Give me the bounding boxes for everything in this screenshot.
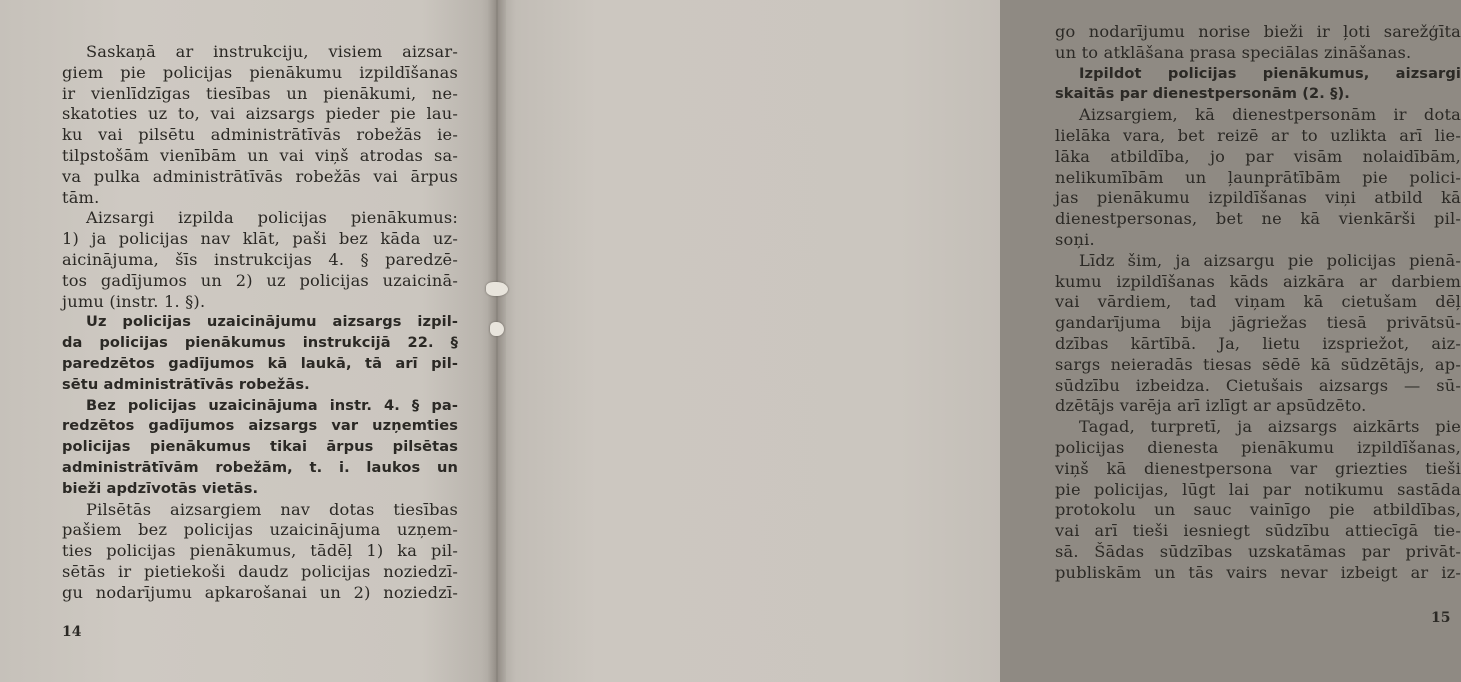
- text-line: bieži apdzīvotās vietās.: [62, 479, 259, 497]
- text-line: un to atklāšana prasa speciālas zināšanas.: [1055, 42, 1412, 62]
- book-gutter: [488, 0, 506, 682]
- left-page-text: [62, 42, 458, 604]
- text-line: dzības kārtībā. Ja, lietu izspriežot, aiz-: [1055, 333, 1461, 353]
- text-line: Saskaņā ar instrukciju, visiem aizsar-: [86, 42, 458, 61]
- text-line: protokolu un sauc vainīgo pie atbildības,: [1055, 500, 1461, 520]
- text-line: redzētos gadījumos aizsargs var uzņemties: [62, 417, 458, 435]
- text-line: nelikumībām un ļaunprātībām pie polici-: [1055, 167, 1461, 187]
- text-line: vai arī tieši iesniegt sūdzību attiecīgā tie-: [1055, 521, 1461, 541]
- text-line: sūdzību izbeidza. Cietušais aizsargs — sū-: [1055, 375, 1461, 395]
- text-line: lielāka vara, bet reizē ar to uzlikta arī lie-: [1055, 125, 1461, 145]
- text-line: Bez policijas uzaicinājuma instr. 4. § pa-: [86, 396, 458, 414]
- text-line: policijas pienākumus tikai ārpus pilsētas: [62, 438, 458, 456]
- text-line: sētās ir pietiekoši daudz policijas noziedzī-: [62, 561, 458, 581]
- text-line: da policijas pienākumus instrukcijā 22. §: [62, 334, 458, 352]
- text-line: Izpildot policijas pienākumus, aizsargi: [1079, 64, 1461, 82]
- text-line: Uz policijas uzaicinājumu aizsargs izpil-: [86, 313, 458, 331]
- text-line: skaitās par dienestpersonām (2. §).: [1055, 85, 1350, 103]
- text-line: vai vārdiem, tad viņam kā cietušam dēļ: [1055, 292, 1461, 312]
- text-line: Aizsargi izpilda policijas pienākumus:: [86, 208, 458, 228]
- text-line: ku vai pilsētu administrātīvās robežās ie-: [62, 125, 458, 145]
- text-line: dienestpersonas, bet ne kā vienkārši pil-: [1055, 209, 1461, 229]
- text-line: jumu (instr. 1. §).: [62, 291, 206, 311]
- text-line: administrātīvām robežām, t. i. laukos un: [62, 458, 458, 476]
- text-line: jas pienākumu izpildīšanas viņi atbild kā: [1055, 188, 1461, 208]
- text-line: dzētājs varēja arī izlīgt ar apsūdzēto.: [1055, 396, 1367, 416]
- text-line: Līdz šim, ja aizsargu pie policijas pienā-: [1079, 250, 1461, 270]
- text-line: paredzētos gadījumos kā laukā, tā arī pil-: [62, 354, 458, 372]
- text-line: aicinājuma, šīs instrukcijas 4. § paredzē-: [62, 249, 458, 269]
- text-line: tos gadījumos un 2) uz policijas uzaicinā-: [62, 270, 458, 290]
- text-line: sētu administrātīvās robežās.: [62, 375, 310, 393]
- text-line: va pulka administrātīvās robežās vai ārpus: [62, 166, 458, 186]
- text-line: policijas dienesta pienākumu izpildīšanas,: [1055, 437, 1461, 457]
- right-page: [496, 0, 1461, 682]
- text-line: Aizsargiem, kā dienestpersonām ir dota: [1079, 105, 1461, 125]
- left-page: [0, 0, 496, 682]
- right-page-number: 15: [1431, 610, 1451, 626]
- text-line: gandarījuma bija jāgriežas tiesā privātsū-: [1055, 313, 1461, 333]
- text-line: pie policijas, lūgt lai par notikumu sastāda: [1055, 479, 1461, 499]
- text-line: pašiem bez policijas uzaicinājuma uzņem-: [62, 520, 458, 540]
- text-line: skatoties uz to, vai aizsargs pieder pie lau-: [62, 104, 458, 124]
- text-line: lāka atbildība, jo par visām nolaidībām,: [1055, 146, 1461, 166]
- left-page-number: 14: [62, 624, 82, 640]
- text-line: viņš kā dienestpersona var griezties tieši: [1055, 458, 1461, 478]
- text-line: ties policijas pienākumus, tādēļ 1) ka pil-: [62, 541, 458, 561]
- text-line: publiskām un tās vairs nevar izbeigt ar iz-: [1055, 562, 1461, 582]
- text-line: tām.: [62, 187, 100, 207]
- text-line: soņi.: [1055, 229, 1095, 249]
- right-page-text: [1055, 22, 1461, 584]
- text-line: sargs neieradās tiesas sēdē kā sūdzētājs, ap-: [1055, 354, 1461, 374]
- text-line: ir vienlīdzīgas tiesības un pienākumi, ne-: [62, 83, 458, 103]
- text-line: tilpstošām vienībām un vai viņš atrodas sa-: [62, 145, 458, 165]
- text-line: sā. Šādas sūdzības uzskatāmas par privāt-: [1055, 541, 1461, 561]
- text-line: Pilsētās aizsargiem nav dotas tiesības: [86, 499, 458, 519]
- binding-stitch-mark: [490, 322, 504, 336]
- text-line: go nodarījumu norise bieži ir ļoti sarežģīta: [1055, 22, 1461, 41]
- binding-stitch-mark: [486, 282, 508, 296]
- text-line: 1) ja policijas nav klāt, paši bez kāda uz-: [62, 229, 458, 249]
- text-line: kumu izpildīšanas kāds aizkāra ar darbiem: [1055, 271, 1461, 291]
- text-line: Tagad, turpretī, ja aizsargs aizkārts pie: [1079, 417, 1461, 437]
- text-line: gu nodarījumu apkarošanai un 2) noziedzī-: [62, 582, 458, 602]
- text-line: giem pie policijas pienākumu izpildīšanas: [62, 62, 458, 82]
